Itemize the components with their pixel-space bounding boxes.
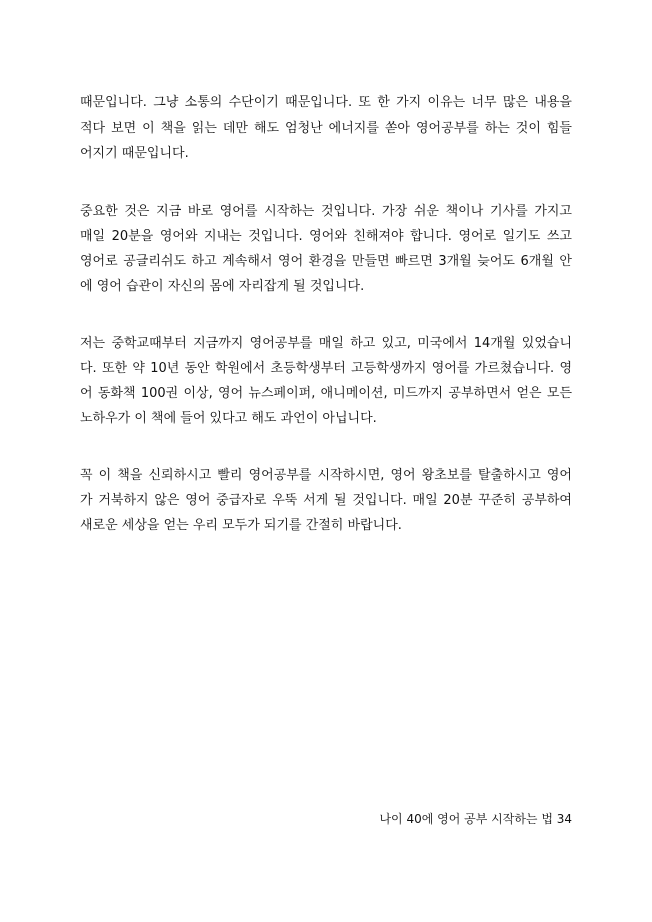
paragraph-3-line-4: 노하우가 이 책에 들어 있다고 해도 과언이 아닙니다. [80,411,377,426]
paragraph-2-line-4: 에 영어 습관이 자신의 몸에 자리잡게 될 것입니다. [80,279,365,294]
paragraph-2-line-1: 중요한 것은 지금 바로 영어를 시작하는 것입니다. 가장 쉬운 책이나 기사를 가지고 [80,204,572,219]
paragraph-1-line-3: 어지기 때문입니다. [80,146,189,161]
paragraph-3-line-3: 어 동화책 100권 이상, 영어 뉴스페이퍼, 애니메이션, 미드까지 공부하면서 얻은 모든 [80,386,572,401]
paragraph-2-line-3: 영어로 공글리쉬도 하고 계속해서 영어 환경을 만들면 빠르면 3개월 늦어도 6개월 안 [80,254,572,269]
paragraph-1-line-2: 적다 보면 이 책을 읽는 데만 해도 엄청난 에너지를 쏟아 영어공부를 하는 것이 힘들 [80,121,572,136]
paragraph-1-line-1: 때문입니다. 그냥 소통의 수단이기 때문입니다. 또 한 가지 이유는 너무 많은 내용을 [80,95,572,110]
paragraph-4-line-3: 새로운 세상을 얻는 우리 모두가 되기를 간절히 바랍니다. [80,518,402,533]
paragraph-3-line-1: 저는 중학교때부터 지금까지 영어공부를 매일 하고 있고, 미국에서 14개월 있었습니 [80,336,572,351]
paragraph-4-line-2: 가 거북하지 않은 영어 중급자로 우뚝 서게 될 것입니다. 매일 20분 꾸준히 공부하여 [80,493,572,508]
paragraph-3-line-2: 다. 또한 약 10년 동안 학원에서 초등학생부터 고등학생까지 영어를 가르쳤습니다. 영 [80,361,572,376]
paragraph-2-line-2: 매일 20분을 영어와 지내는 것입니다. 영어와 친해져야 합니다. 영어로 일기도 쓰고 [80,229,572,244]
paragraph-4-line-1: 꼭 이 책을 신뢰하시고 빨리 영어공부를 시작하시면, 영어 왕초보를 탈출하시고 영어 [80,468,572,483]
page-footer: 나이 40에 영어 공부 시작하는 법 34 [379,812,572,826]
